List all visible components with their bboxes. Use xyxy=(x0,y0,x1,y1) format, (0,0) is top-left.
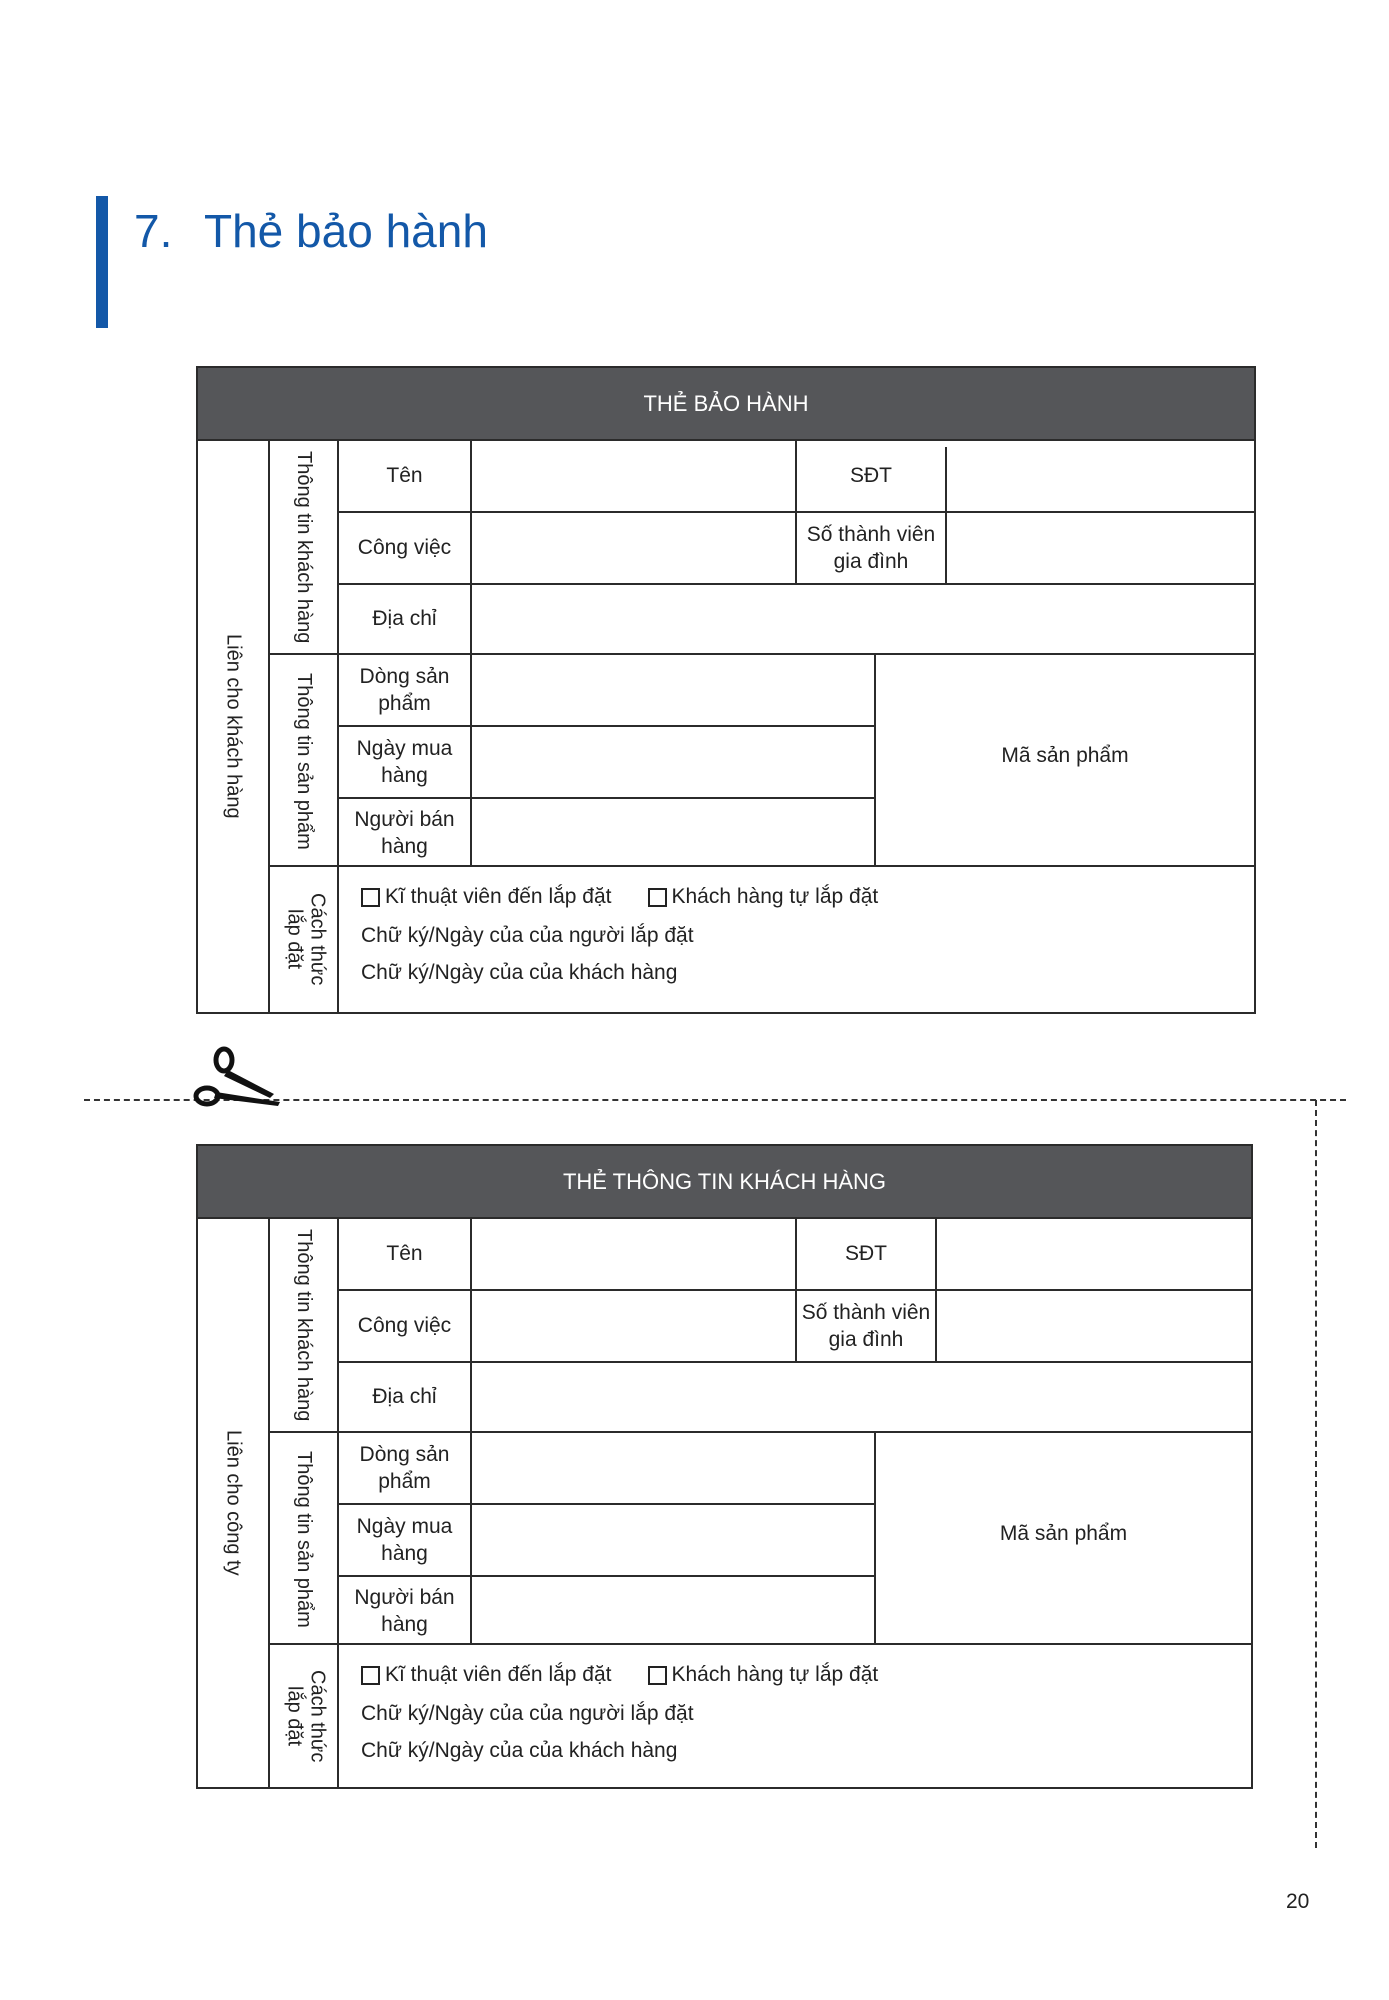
page-number: 20 xyxy=(1286,1890,1310,1913)
phone-label: SĐT xyxy=(850,464,892,488)
product-line-label: Dòng sản phẩm xyxy=(359,664,450,715)
technician-option-label: Kĩ thuật viên đến lắp đặt xyxy=(385,885,612,908)
seller-field[interactable] xyxy=(472,799,874,867)
customer-info-section xyxy=(270,441,1254,653)
name-field[interactable] xyxy=(472,441,795,511)
technician-checkbox[interactable] xyxy=(361,888,380,907)
purchase-date-field[interactable] xyxy=(472,727,874,797)
installer-signature-line[interactable]: Chữ ký/Ngày của của người lắp đặt xyxy=(361,924,694,947)
installer-signature-line[interactable]: Chữ ký/Ngày của của người lắp đặt xyxy=(361,1702,694,1725)
address-field[interactable] xyxy=(472,585,1254,653)
installation-section xyxy=(270,1643,1251,1787)
purchase-date-label: Ngày mua hàng xyxy=(356,736,453,787)
customer-signature-line[interactable]: Chữ ký/Ngày của của khách hàng xyxy=(361,961,678,984)
address-field[interactable] xyxy=(472,1363,1251,1431)
phone-field[interactable] xyxy=(937,1219,1251,1289)
section-title: Thẻ bảo hành xyxy=(204,205,488,257)
section-heading xyxy=(134,204,488,258)
card-header: THẺ THÔNG TIN KHÁCH HÀNG xyxy=(198,1146,1251,1219)
address-label: Địa chỉ xyxy=(372,607,437,631)
job-label: Công việc xyxy=(357,536,452,560)
job-label: Công việc xyxy=(357,1314,452,1338)
install-section-label: Cách thức lắp đặt xyxy=(283,1669,329,1763)
name-field[interactable] xyxy=(472,1219,795,1289)
product-line-label: Dòng sản phẩm xyxy=(359,1442,450,1493)
product-info-section xyxy=(270,653,1254,867)
family-members-field[interactable] xyxy=(947,513,1254,583)
install-section-label: Cách thức lắp đặt xyxy=(283,893,329,986)
product-section-label: Thông tin sản phẩm xyxy=(293,672,315,850)
address-label: Địa chỉ xyxy=(372,1385,437,1409)
self-install-checkbox[interactable] xyxy=(648,1666,667,1685)
side-column xyxy=(198,1219,270,1787)
product-line-field[interactable] xyxy=(472,1433,874,1503)
phone-field[interactable] xyxy=(947,441,1254,511)
phone-label: SĐT xyxy=(845,1242,887,1266)
heading-accent-bar xyxy=(96,196,108,328)
side-column xyxy=(198,441,270,1012)
purchase-date-label: Ngày mua hàng xyxy=(356,1514,453,1565)
product-line-field[interactable] xyxy=(472,655,874,725)
purchase-date-field[interactable] xyxy=(472,1505,874,1575)
job-field[interactable] xyxy=(472,513,795,583)
self-install-option-label: Khách hàng tự lắp đặt xyxy=(671,1663,879,1686)
family-members-field[interactable] xyxy=(937,1291,1251,1361)
job-field[interactable] xyxy=(472,1291,795,1361)
product-code-box[interactable]: Mã sản phẩm xyxy=(999,1522,1128,1546)
customer-section-label: Thông tin khách hàng xyxy=(293,450,315,644)
product-code-box[interactable]: Mã sản phẩm xyxy=(1001,744,1129,768)
cut-line-vertical xyxy=(1315,1100,1317,1848)
customer-section-label: Thông tin khách hàng xyxy=(293,1228,315,1422)
scissors-icon xyxy=(188,1042,282,1112)
customer-info-card xyxy=(196,1144,1253,1789)
install-options xyxy=(361,1663,878,1687)
name-label: Tên xyxy=(386,1242,423,1266)
seller-field[interactable] xyxy=(472,1577,874,1645)
product-info-section xyxy=(270,1431,1251,1645)
seller-label: Người bán hàng xyxy=(354,807,455,858)
technician-checkbox[interactable] xyxy=(361,1666,380,1685)
install-options xyxy=(361,885,878,909)
self-install-option-label: Khách hàng tự lắp đặt xyxy=(671,885,879,908)
installation-section xyxy=(270,865,1254,1012)
card-header: THẺ BẢO HÀNH xyxy=(198,368,1254,441)
section-number: 7. xyxy=(134,205,173,257)
technician-option-label: Kĩ thuật viên đến lắp đặt xyxy=(385,1663,612,1686)
customer-info-section xyxy=(270,1219,1251,1431)
name-label: Tên xyxy=(386,464,423,488)
self-install-checkbox[interactable] xyxy=(648,888,667,907)
family-members-label: Số thành viên gia đình xyxy=(806,522,936,573)
customer-signature-line[interactable]: Chữ ký/Ngày của của khách hàng xyxy=(361,1739,678,1762)
side-label: Liên cho công ty xyxy=(222,1430,245,1576)
side-label: Liên cho khách hàng xyxy=(222,634,245,819)
product-section-label: Thông tin sản phẩm xyxy=(293,1450,315,1628)
family-members-label: Số thành viên gia đình xyxy=(801,1300,931,1351)
seller-label: Người bán hàng xyxy=(354,1585,455,1636)
warranty-card xyxy=(196,366,1256,1014)
